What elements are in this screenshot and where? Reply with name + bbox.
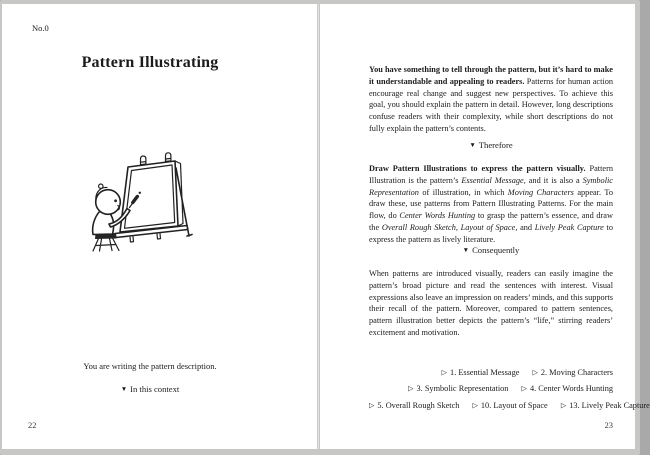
related-patterns-row [369, 381, 613, 397]
pattern-number: No.0 [32, 23, 49, 33]
in-this-context-label: In this context [130, 384, 180, 394]
consequently-label: Consequently [472, 245, 520, 255]
right-triangle-icon: ▷ [369, 401, 375, 410]
therefore-label: Therefore [478, 140, 513, 150]
related-pattern-link[interactable] [522, 384, 613, 393]
page-gutter-divider [317, 4, 319, 449]
down-triangle-icon: ▼ [462, 247, 470, 254]
in-this-context-heading [2, 384, 298, 394]
down-triangle-icon: ▼ [469, 142, 476, 149]
related-pattern-label: 4. Center Words Hunting [529, 384, 613, 394]
related-pattern-label: 10. Layout of Space [480, 400, 548, 410]
consequently-heading [369, 245, 613, 255]
related-pattern-link[interactable] [561, 401, 650, 410]
context-statement: You are writing the pattern description. [83, 361, 217, 371]
page-number-right: 23 [604, 420, 613, 430]
left-page [2, 4, 317, 449]
easel-group [115, 153, 192, 242]
solution-paragraph: Draw Pattern Illustrations to express the pattern visually. Pattern Illustration is the pattern’s Essential Message, and it is also a Symbolic Representation of illustration, in which Moving Characters appear. To draw these, use patterns from Pattern Illustrating Patterns. For the main flow, do Center Words Hunting to grasp the pattern’s essence, and draw the Overall Rough Sketch, Layout of Space, and Lively Peak Capture to express the pattern as lively literature. [369, 164, 614, 244]
pattern-title: Pattern Illustrating [81, 54, 219, 71]
character-painting-at-easel-icon [75, 150, 225, 264]
related-pattern-link[interactable] [408, 384, 508, 393]
right-triangle-icon: ▷ [560, 401, 567, 410]
pattern-illustration [75, 150, 225, 264]
related-pattern-label: 2. Moving Characters [540, 368, 613, 377]
right-triangle-icon: ▷ [472, 401, 478, 410]
related-patterns-row [369, 365, 613, 381]
related-pattern-link[interactable] [369, 401, 459, 410]
related-patterns-row [369, 398, 650, 414]
related-pattern-label: 13. Lively Peak Capture [569, 400, 650, 410]
related-pattern-label: 5. Overall Rough Sketch [377, 400, 460, 410]
therefore-heading [369, 140, 613, 150]
related-pattern-label: 1. Essential Message [450, 368, 520, 377]
page-number-left: 22 [28, 420, 37, 430]
paint-dot [139, 192, 141, 194]
problem-paragraph: You have something to tell through the pattern, but it’s hard to make it understandable and appealing to readers. Patterns for human action encourage real change and suggest new perspectives. To achieve this goal, you should explain the pattern in detail. However, long descriptions confuse readers with their complexity, while short descriptions do not fully explain the pattern’s contents. [369, 65, 613, 133]
related-patterns [369, 365, 650, 414]
related-pattern-label: 3. Symbolic Representation [416, 384, 509, 394]
related-pattern-link[interactable] [532, 368, 613, 377]
right-triangle-icon: ▷ [441, 368, 448, 377]
related-pattern-link[interactable] [473, 401, 548, 410]
right-page [320, 4, 650, 449]
consequence-paragraph: When patterns are introduced visually, readers can easily imagine the pattern’s broad picture and read the sentences with interest. Visual expressions also leave an impression on readers’ minds, and this supports their recall of the pattern. Moreover, compared to pattern sentences, pattern illustration better depicts the pattern’s “life,” stirring readers’ excitement and motivation. [369, 269, 613, 337]
right-triangle-icon: ▷ [532, 368, 538, 377]
related-pattern-link[interactable] [442, 368, 520, 377]
right-triangle-icon: ▷ [521, 384, 527, 393]
down-triangle-icon: ▼ [120, 386, 128, 393]
right-triangle-icon: ▷ [408, 384, 414, 393]
